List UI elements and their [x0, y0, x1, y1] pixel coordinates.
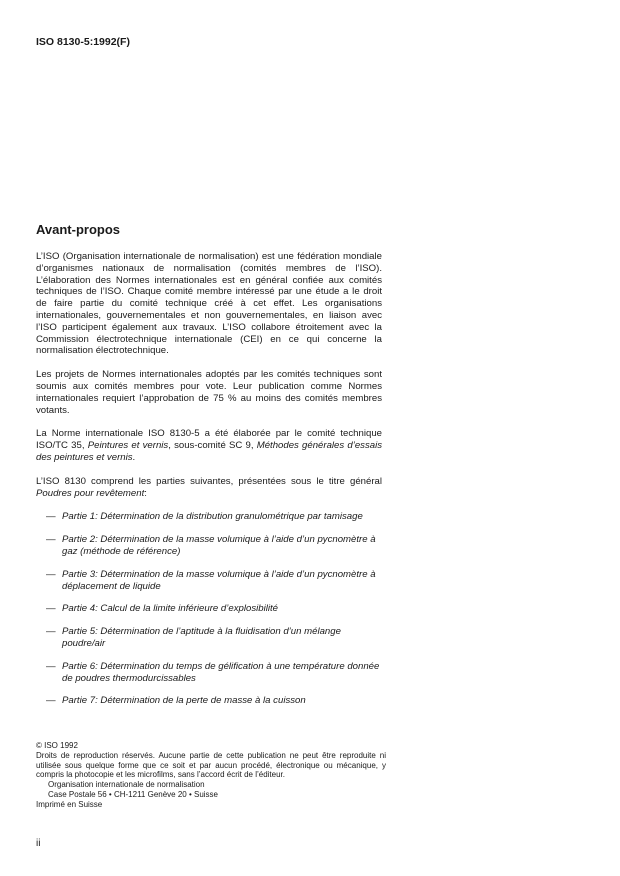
part-text: Détermination de la distribution granulométrique par tamisage [100, 511, 363, 523]
committee-sc-title: Méthodes générales d’essais des peintures et vernis [36, 440, 383, 463]
part-label: Partie 7: [62, 695, 98, 707]
dash-bullet: — [46, 660, 56, 672]
paragraph-parts-intro [36, 476, 382, 500]
document-id: ISO 8130-5:1992(F) [36, 36, 130, 48]
organisation-name: Organisation internationale de normalisation [48, 780, 205, 790]
page-title: Avant-propos [36, 222, 121, 237]
copyright-line: © ISO 1992 [36, 741, 78, 750]
parts-intro-end: : [144, 487, 147, 499]
page-number: ii [36, 838, 41, 849]
part-label: Partie 5: [62, 626, 98, 638]
part-text: Détermination de la masse volumique à l’aide d’un pycnomètre à gaz (méthode de référence) [62, 534, 376, 557]
dash-bullet: — [46, 511, 56, 523]
dash-bullet: — [46, 568, 56, 580]
dash-bullet: — [46, 695, 56, 707]
printed-in: Imprimé en Suisse [36, 799, 103, 809]
committee-end: . [132, 451, 136, 463]
dash-bullet: — [46, 603, 56, 615]
foreword-body [36, 251, 382, 718]
dash-bullet: — [46, 626, 56, 638]
dash-bullet: — [46, 534, 56, 546]
part-label: Partie 6: [62, 660, 98, 672]
part-text: Détermination de la masse volumique à l’aide d’un pycnomètre à déplacement de liquide [62, 568, 376, 592]
part-text: Détermination du temps de gélification à une température donnée de poudres thermodurcissables [62, 660, 380, 684]
list-item [36, 511, 382, 523]
paragraph-voting: Les projets de Normes internationales adoptés par les comités techniques sont soumis aux comités membres pour vote. Leur publication comme Normes internationales requiert l’approbation de 75 % au moins des comités membres votants. [36, 369, 382, 416]
part-text: Détermination de la perte de masse à la cuisson [100, 695, 306, 707]
list-item [36, 603, 382, 615]
committee-sc-text: , sous-comité SC 9, [168, 440, 257, 452]
paragraph-committee [36, 428, 382, 463]
list-item [36, 569, 382, 593]
part-text: Calcul de la limite inférieure d’explosibilité [100, 603, 278, 615]
parts-list [36, 511, 382, 707]
list-item [36, 661, 382, 685]
part-label: Partie 1: [62, 511, 98, 523]
part-label: Partie 3: [62, 568, 98, 580]
postal-address: Case Postale 56 • CH-1211 Genève 20 • Suisse [48, 789, 218, 799]
part-label: Partie 2: [62, 534, 98, 546]
parts-intro-text: L’ISO 8130 comprend les parties suivantes, présentées sous le titre général [36, 475, 382, 487]
committee-tc-title: Peintures et vernis [87, 440, 169, 452]
part-label: Partie 4: [62, 603, 98, 615]
copyright-block [36, 741, 386, 810]
list-item [36, 534, 382, 558]
list-item [36, 626, 382, 650]
part-text: Détermination de l’aptitude à la fluidisation d’un mélange poudre/air [62, 626, 341, 649]
committee-text: La Norme internationale ISO 8130-5 a été élaborée par le comité technique ISO/TC 35, [36, 428, 382, 452]
rights-notice: Droits de reproduction réservés. Aucune partie de cette publication ne peut être reproduite ni utilisée sous quelque forme que ce soit et par aucun procédé, électronique ou mécanique, y compris la photocopie et les microfilms, sans l’accord écrit de l’éditeur. [36, 750, 386, 780]
paragraph-iso-intro: L’ISO (Organisation internationale de normalisation) est une fédération mondiale d’organismes nationaux de normalisation (comités membres de l’ISO). L’élaboration des Normes internationales est en général confiée aux comités techniques de l’ISO. Chaque comité membre intéressé par une étude a le droit de faire partie du comité technique créé à cet effet. Les organisations internationales, gouvernementales et non gouvernementales, en liaison avec l’ISO participent également aux travaux. L’ISO collabore étroitement avec la Commission électrotechnique internationale (CEI) en ce qui concerne la normalisation électrotechnique. [36, 251, 382, 357]
parts-general-title: Poudres pour revêtement [36, 487, 145, 499]
list-item [36, 695, 382, 707]
